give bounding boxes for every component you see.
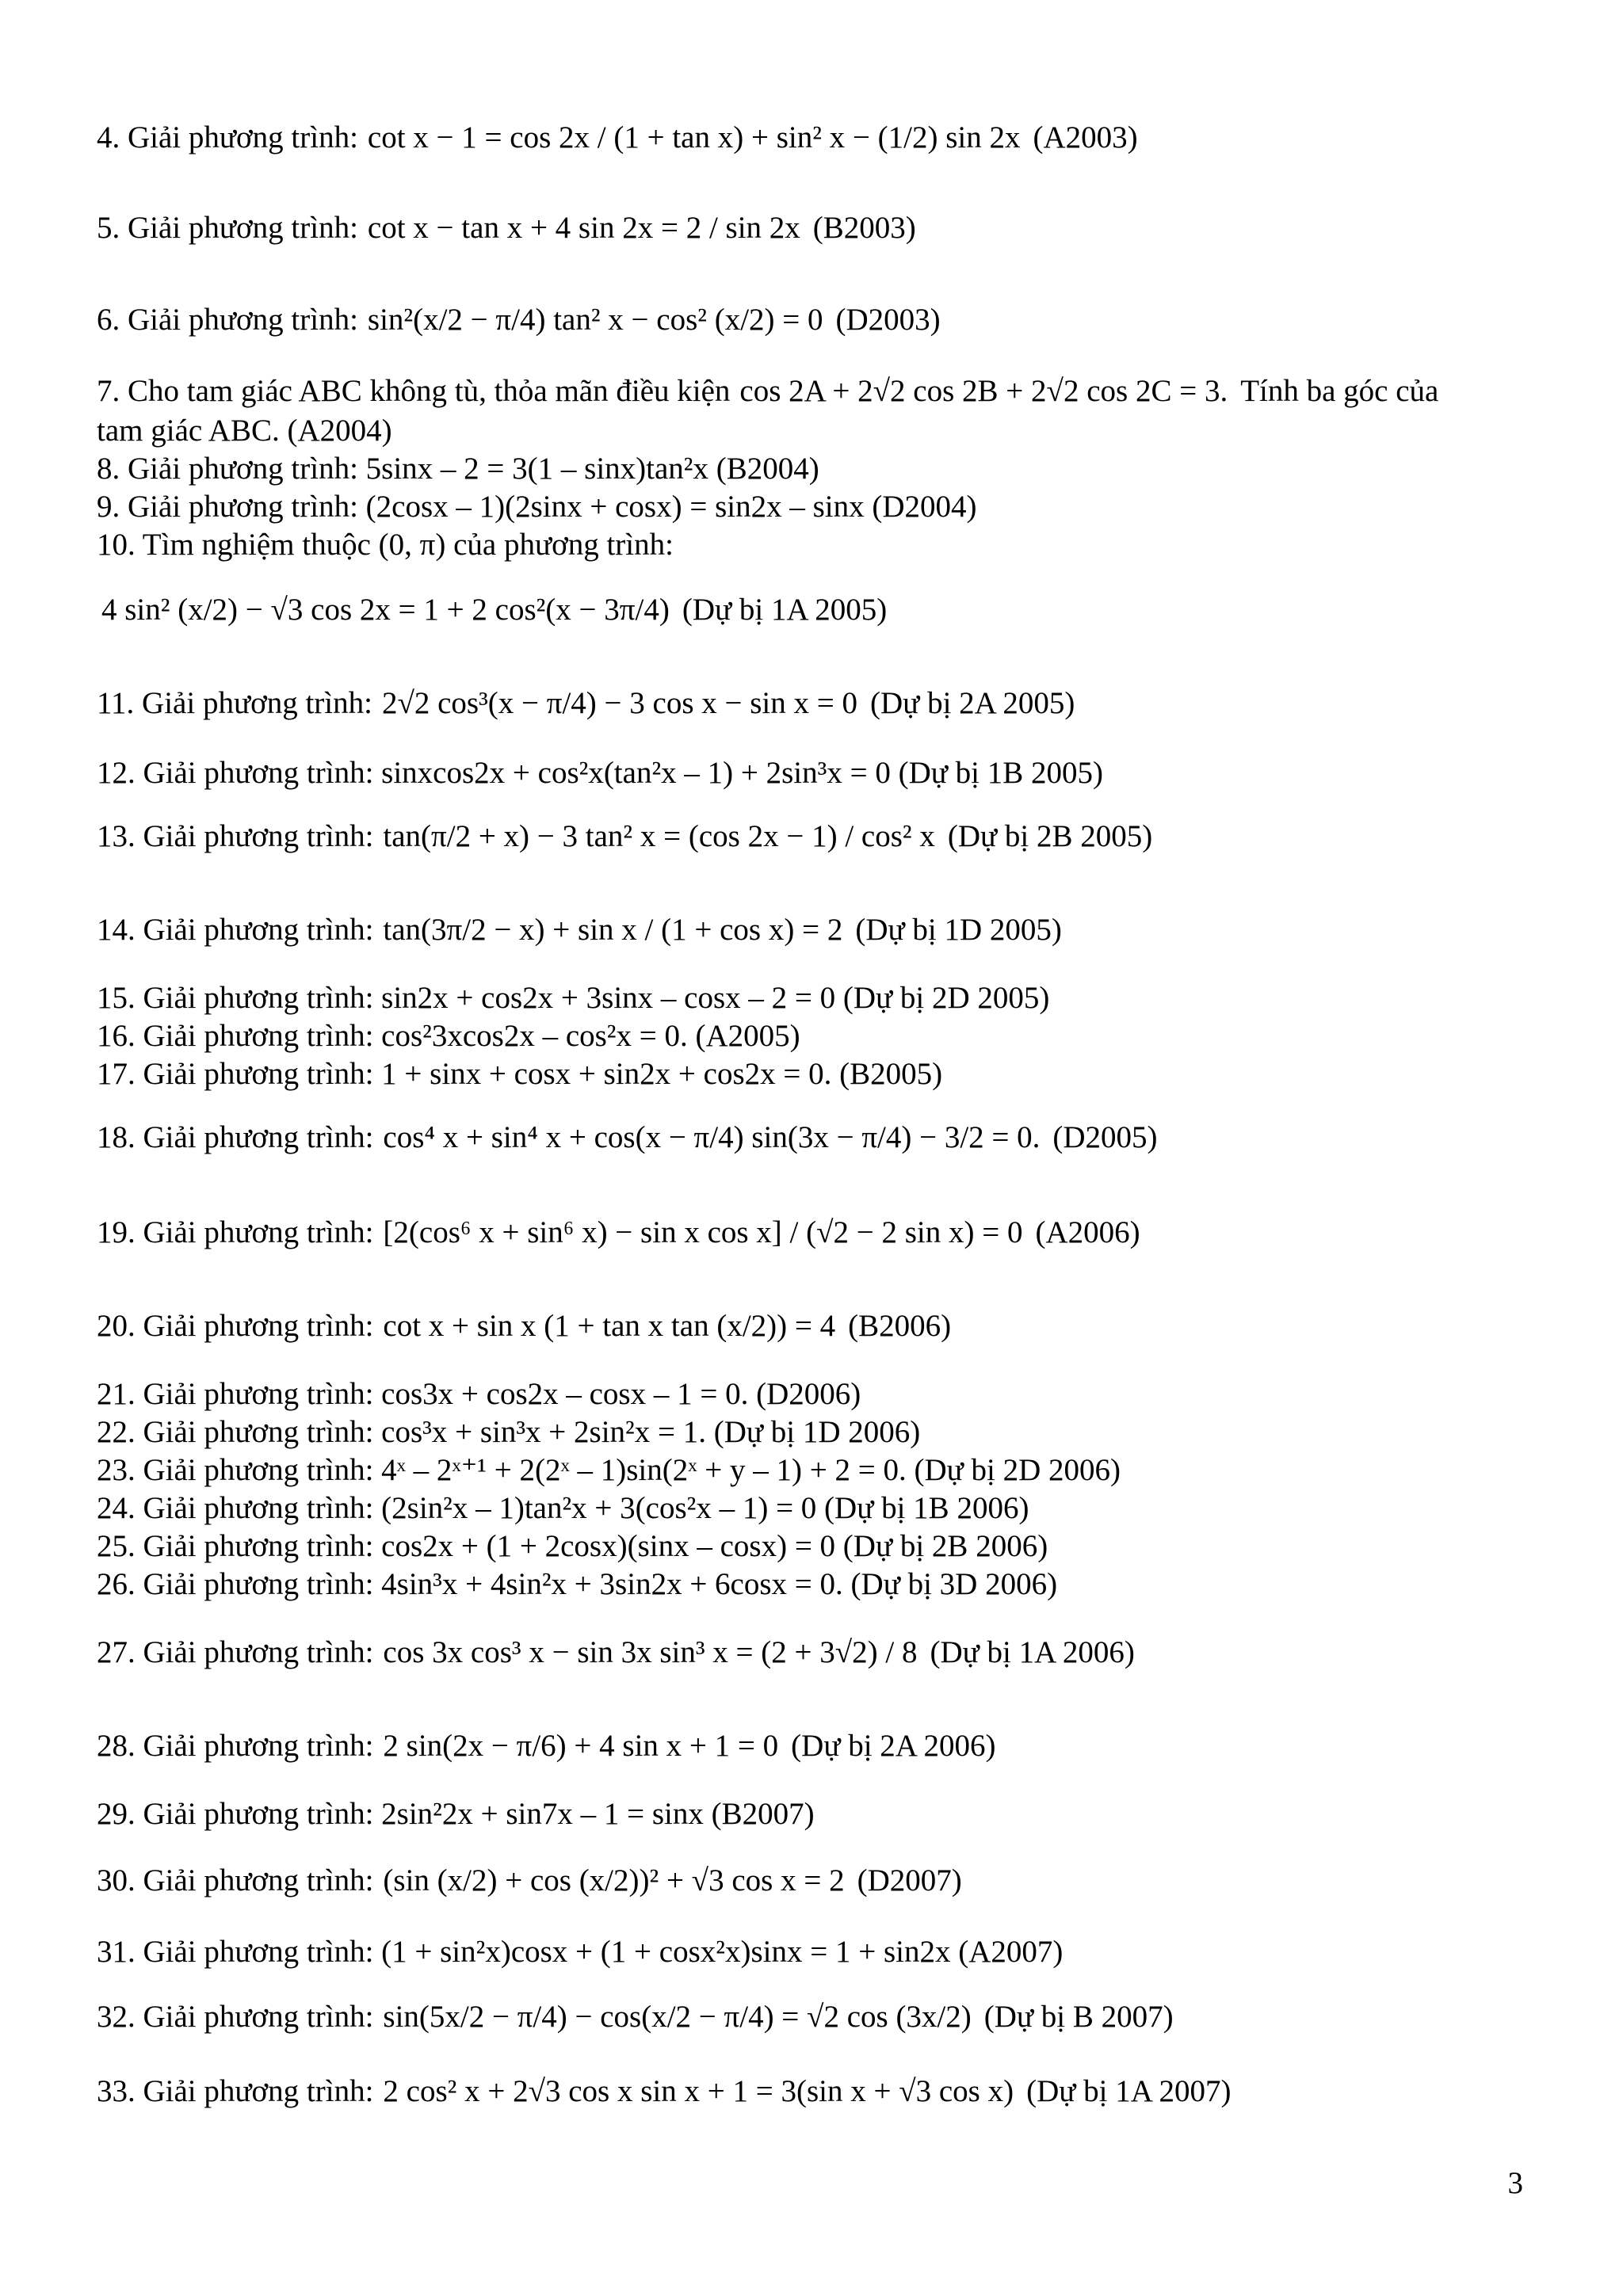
problem-label: 19. Giải phương trình: <box>97 1215 374 1250</box>
problem-12: 12. Giải phương trình: sinxcos2x + cos²x(tan²x – 1) + 2sin³x = 0 (Dự bị 1B 2005) <box>97 756 1103 791</box>
problem-5 <box>97 208 1575 246</box>
problem-label: 11. Giải phương trình: <box>97 686 372 721</box>
source-tag: (Dự bị 1A 2005) <box>682 593 888 627</box>
problem-29: 29. Giải phương trình: 2sin²2x + sin7x – 1 = sinx (B2007) <box>97 1797 815 1832</box>
problem-28 <box>97 1726 1575 1764</box>
problem-label: 27. Giải phương trình: <box>97 1635 374 1670</box>
problem-9: 9. Giải phương trình: (2cosx – 1)(2sinx + cosx) = sin2x – sinx (D2004) <box>97 490 977 524</box>
source-tag: (Dự bị 1A 2007) <box>1026 2074 1232 2109</box>
problem-30 <box>97 1860 1575 1899</box>
problem-17: 17. Giải phương trình: 1 + sinx + cosx + sin2x + cos2x = 0. (B2005) <box>97 1057 943 1092</box>
problem-16: 16. Giải phương trình: cos²3xcos2x – cos²x = 0. (A2005) <box>97 1019 800 1054</box>
source-tag: (Dự bị B 2007) <box>983 2000 1174 2035</box>
problem-label: 18. Giải phương trình: <box>97 1120 374 1155</box>
problem-label: 30. Giải phương trình: <box>97 1863 374 1898</box>
problem-10-equation <box>101 589 1575 628</box>
problem-label: 5. Giải phương trình: <box>97 211 358 246</box>
page-number: 3 <box>1507 2166 1523 2200</box>
source-tag: (B2006) <box>848 1309 952 1344</box>
problem-20 <box>97 1306 1575 1344</box>
problem-33 <box>97 2071 1575 2110</box>
source-tag: (D2003) <box>835 303 941 338</box>
equation: cos 2A + 2√2 cos 2B + 2√2 cos 2C = 3. <box>739 374 1228 409</box>
problem-8: 8. Giải phương trình: 5sinx – 2 = 3(1 – sinx)tan²x (B2004) <box>97 452 819 486</box>
problem-7 <box>97 371 1575 410</box>
problem-19 <box>97 1212 1575 1251</box>
source-tag: (D2005) <box>1052 1120 1158 1155</box>
problem-6 <box>97 299 1575 338</box>
problem-22: 22. Giải phương trình: cos³x + sin³x + 2sin²x = 1. (Dự bị 1D 2006) <box>97 1415 921 1450</box>
source-tag: (D2007) <box>857 1863 962 1898</box>
problem-label: 33. Giải phương trình: <box>97 2074 374 2109</box>
equation: cos⁴ x + sin⁴ x + cos(x − π/4) sin(3x − π/4) − 3/2 = 0. <box>383 1120 1041 1155</box>
equation: cot x + sin x (1 + tan x tan (x/2)) = 4 <box>383 1309 836 1344</box>
problem-label: 20. Giải phương trình: <box>97 1309 374 1344</box>
problem-label: 28. Giải phương trình: <box>97 1729 374 1764</box>
problem-label: 6. Giải phương trình: <box>97 303 358 338</box>
equation: sin²(x/2 − π/4) tan² x − cos² (x/2) = 0 <box>367 303 823 338</box>
equation: sin(5x/2 − π/4) − cos(x/2 − π/4) = √2 cos (3x/2) <box>383 2000 972 2035</box>
problem-21: 21. Giải phương trình: cos3x + cos2x – cosx – 1 = 0. (D2006) <box>97 1377 861 1412</box>
problem-26: 26. Giải phương trình: 4sin³x + 4sin²x + 3sin2x + 6cosx = 0. (Dự bị 3D 2006) <box>97 1567 1058 1602</box>
problem-18 <box>97 1117 1575 1156</box>
source-tag: (Dự bị 1D 2005) <box>855 913 1062 948</box>
equation: (sin (x/2) + cos (x/2))² + √3 cos x = 2 <box>383 1863 845 1898</box>
source-tag: (Dự bị 2B 2005) <box>947 819 1153 854</box>
problem-label: 32. Giải phương trình: <box>97 2000 374 2035</box>
equation: tan(π/2 + x) − 3 tan² x = (cos 2x − 1) / cos² x <box>383 819 935 854</box>
problem-label: 14. Giải phương trình: <box>97 913 374 948</box>
problem-11 <box>97 683 1575 722</box>
source-tag: (B2003) <box>812 211 916 246</box>
problem-31: 31. Giải phương trình: (1 + sin²x)cosx + (1 + cosx²x)sinx = 1 + sin2x (A2007) <box>97 1935 1064 1970</box>
equation: 4 sin² (x/2) − √3 cos 2x = 1 + 2 cos²(x − 3π/4) <box>101 593 670 627</box>
equation: [2(cos⁶ x + sin⁶ x) − sin x cos x] / (√2 − 2 sin x) = 0 <box>383 1215 1023 1250</box>
source-tag: (Dự bị 1A 2006) <box>930 1635 1135 1670</box>
problem-25: 25. Giải phương trình: cos2x + (1 + 2cosx)(sinx – cosx) = 0 (Dự bị 2B 2006) <box>97 1529 1048 1564</box>
problem-text-continuation: Tính ba góc của <box>1240 374 1439 409</box>
source-tag: (Dự bị 2A 2005) <box>870 686 1075 721</box>
problem-13 <box>97 816 1575 855</box>
equation: 2 cos² x + 2√3 cos x sin x + 1 = 3(sin x + √3 cos x) <box>383 2074 1014 2109</box>
source-tag: (Dự bị 2A 2006) <box>791 1729 996 1764</box>
equation: tan(3π/2 − x) + sin x / (1 + cos x) = 2 <box>383 913 843 948</box>
problem-7-line-2: tam giác ABC. (A2004) <box>97 414 392 448</box>
source-tag: (A2003) <box>1033 120 1138 155</box>
source-tag: (A2006) <box>1035 1215 1140 1250</box>
equation: cot x − tan x + 4 sin 2x = 2 / sin 2x <box>367 211 800 246</box>
problem-15: 15. Giải phương trình: sin2x + cos2x + 3sinx – cosx – 2 = 0 (Dự bị 2D 2005) <box>97 981 1050 1016</box>
equation: cot x − 1 = cos 2x / (1 + tan x) + sin² x − (1/2) sin 2x <box>367 120 1021 155</box>
problem-14 <box>97 910 1575 948</box>
problem-label: 4. Giải phương trình: <box>97 120 358 155</box>
problem-23: 23. Giải phương trình: 4ˣ – 2ˣ⁺¹ + 2(2ˣ – 1)sin(2ˣ + y – 1) + 2 = 0. (Dự bị 2D 2006) <box>97 1453 1121 1488</box>
equation: 2 sin(2x − π/6) + 4 sin x + 1 = 0 <box>383 1729 779 1764</box>
problem-label: 13. Giải phương trình: <box>97 819 374 854</box>
problem-label: 7. Cho tam giác ABC không tù, thỏa mãn điều kiện <box>97 374 731 409</box>
problem-4 <box>97 117 1575 156</box>
problem-27 <box>97 1632 1575 1671</box>
equation: 2√2 cos³(x − π/4) − 3 cos x − sin x = 0 <box>381 686 858 721</box>
equation: cos 3x cos³ x − sin 3x sin³ x = (2 + 3√2) / 8 <box>383 1635 918 1670</box>
problem-10: 10. Tìm nghiệm thuộc (0, π) của phương trình: <box>97 528 674 563</box>
problem-32 <box>97 1997 1575 2035</box>
problem-24: 24. Giải phương trình: (2sin²x – 1)tan²x + 3(cos²x – 1) = 0 (Dự bị 1B 2006) <box>97 1491 1029 1526</box>
